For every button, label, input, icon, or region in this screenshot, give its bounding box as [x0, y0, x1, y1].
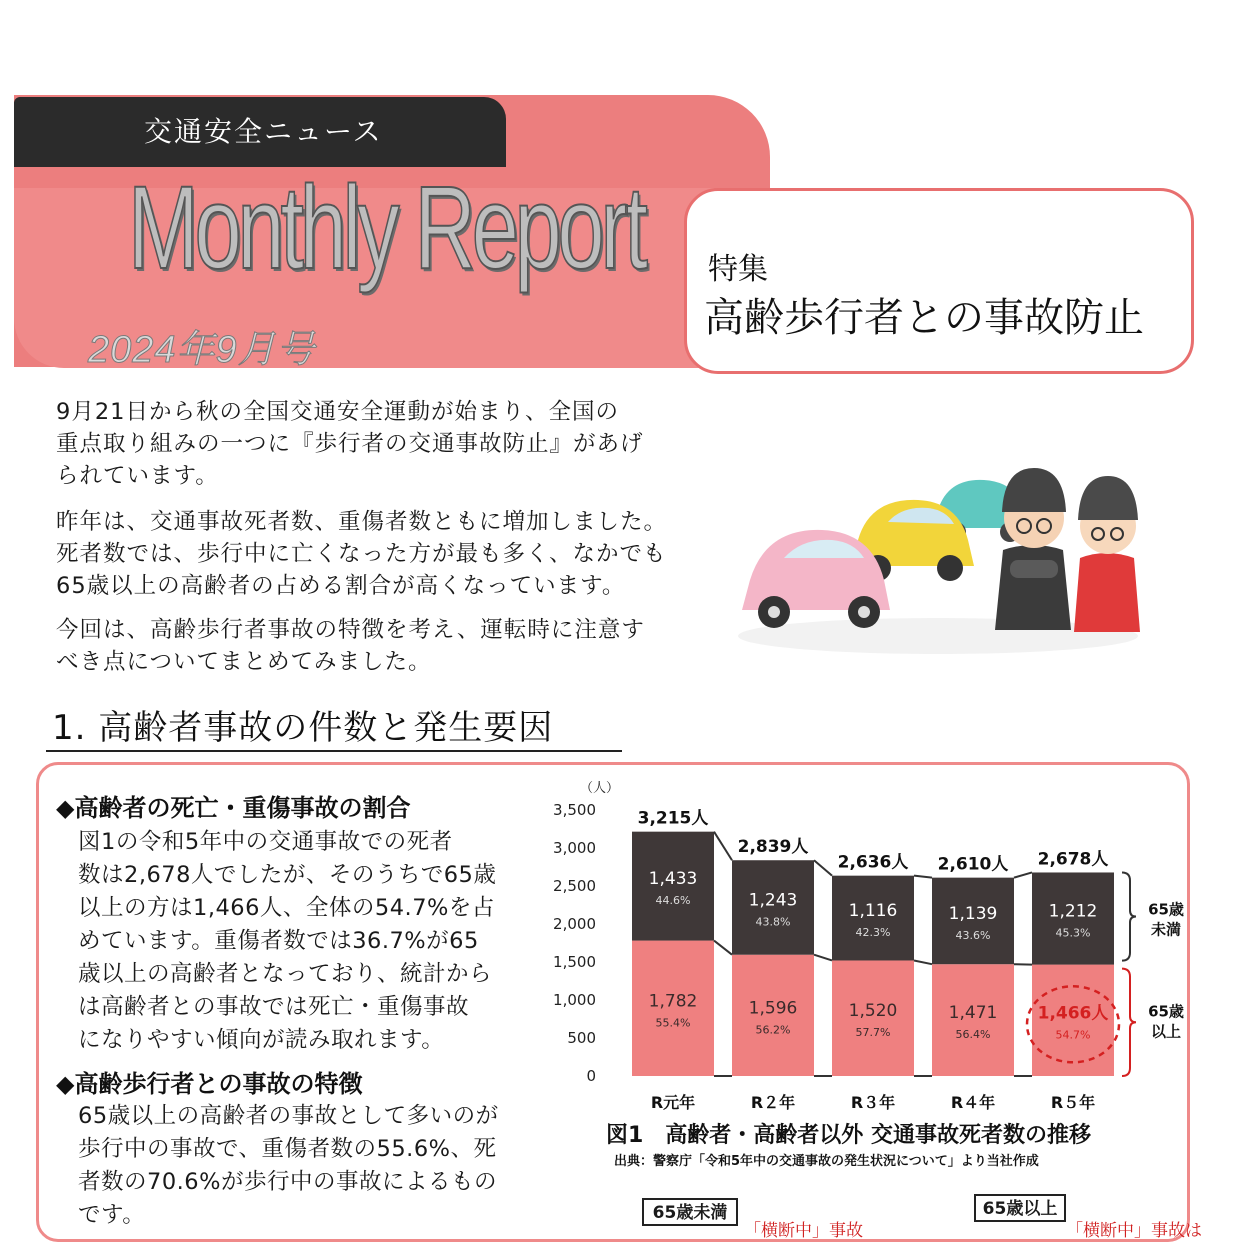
value-label-under65: 1,243 — [749, 890, 798, 910]
pct-label-under65: 43.6% — [956, 929, 991, 942]
crossing-accident-fragment-right: 「横断中」事故は — [1066, 1216, 1202, 1241]
value-label-under65: 1,116 — [849, 901, 898, 921]
trend-line-total — [814, 860, 832, 875]
value-label-over65: 1,471 — [949, 1003, 998, 1023]
figure-source: 出典：警察庁「令和5年中の交通事故の発生状況について」より当社作成 — [614, 1150, 1039, 1169]
brace-label-line2: 以上 — [1151, 1022, 1181, 1040]
y-tick-label: 1,000 — [553, 991, 596, 1009]
pct-label-over65: 54.7% — [1056, 1028, 1091, 1041]
x-category-label: R３年 — [851, 1093, 895, 1112]
value-label-under65: 1,139 — [949, 904, 998, 924]
pct-label-under65: 43.8% — [756, 915, 791, 928]
brace-over65 — [1122, 969, 1136, 1076]
y-tick-label: 500 — [567, 1029, 596, 1047]
brace-label: 65歳 — [1148, 1002, 1184, 1020]
ratio-text: 図1の令和5年中の交通事故での死者 数は2,678人でしたが、そのうちで65歳 以上の方は1,466人、全体の54.7%を占 めています。重傷者数では36.7%が65 歳以上の高齢者となっており、統計から は高齢者との事故では死亡・重傷事故 になりやすい傾向が読み取れます。 — [78, 826, 528, 1057]
brace-label-line2: 未満 — [1151, 921, 1181, 939]
pct-label-over65: 55.4% — [656, 1016, 691, 1029]
pct-label-over65: 56.2% — [756, 1023, 791, 1036]
value-label-over65: 1,520 — [849, 1001, 898, 1021]
pct-label-under65: 44.6% — [656, 894, 691, 907]
value-label-over65: 1,466人 — [1038, 1003, 1109, 1023]
total-label: 2,839人 — [738, 837, 809, 857]
pedestrian-text: 65歳以上の高齢者の事故として多いのが 歩行中の事故で、重傷者数の55.6%、死 者数の70.6%が歩行中の事故によるもの です。 — [78, 1100, 528, 1232]
feature-title: 高齢歩行者との事故防止 — [704, 286, 1144, 343]
y-tick-label: 2,500 — [553, 877, 596, 895]
y-axis-unit: （人） — [580, 781, 619, 796]
series-name: 交通安全ニュース — [14, 97, 506, 167]
pct-label-under65: 42.3% — [856, 926, 891, 939]
value-label-under65: 1,212 — [1049, 902, 1098, 922]
value-label-over65: 1,782 — [649, 991, 698, 1011]
section-title-underline — [46, 750, 622, 752]
value-label-under65: 1,433 — [649, 869, 698, 889]
feature-label: 特集 — [708, 244, 768, 288]
figure-caption: 図1 高齢者・高齢者以外 交通事故死者数の推移 — [606, 1118, 1091, 1149]
x-category-label: R元年 — [651, 1093, 695, 1112]
y-tick-label: 2,000 — [553, 915, 596, 933]
total-label: 3,215人 — [638, 809, 709, 829]
over65-box-label: 65歳以上 — [974, 1194, 1066, 1222]
trend-line-total — [1014, 872, 1032, 877]
total-label: 2,678人 — [1038, 849, 1109, 869]
intro-paragraph-1: 9月21日から秋の全国交通安全運動が始まり、全国の 重点取り組みの一つに『歩行者の交通事故防止』があげ られています。 — [56, 396, 696, 492]
total-label: 2,636人 — [838, 853, 909, 873]
pct-label-over65: 57.7% — [856, 1026, 891, 1039]
brace-under65 — [1122, 872, 1136, 960]
report-title: Monthly Report — [128, 160, 644, 296]
x-category-label: R５年 — [1051, 1093, 1095, 1112]
intro-paragraph-2: 昨年は、交通事故死者数、重傷者数ともに増加しました。 死者数では、歩行中に亡くなった方が最も多く、なかでも 65歳以上の高齢者の占める割合が高くなっています。 — [56, 506, 696, 602]
trend-line-total — [914, 876, 932, 878]
y-tick-label: 1,500 — [553, 953, 596, 971]
trend-line-total — [714, 832, 732, 861]
y-tick-label: 0 — [586, 1067, 596, 1085]
fatalities-chart — [540, 780, 1200, 1160]
subheading-pedestrian: ◆高齢歩行者との事故の特徴 — [56, 1064, 362, 1099]
subheading-ratio: ◆高齢者の死亡・重傷事故の割合 — [56, 788, 410, 823]
y-tick-label: 3,000 — [553, 839, 596, 857]
value-label-over65: 1,596 — [749, 998, 798, 1018]
pct-label-over65: 56.4% — [956, 1028, 991, 1041]
x-category-label: R２年 — [751, 1093, 795, 1112]
under65-box-label: 65歳未満 — [642, 1198, 738, 1226]
trend-line-over65 — [714, 941, 732, 955]
trend-line-over65 — [814, 955, 832, 961]
toy-cars-elderly-couple-photo — [728, 440, 1148, 660]
y-tick-label: 3,500 — [553, 801, 596, 819]
brace-label: 65歳 — [1148, 901, 1184, 919]
intro-paragraph-3: 今回は、高齢歩行者事故の特徴を考え、運転時に注意す べき点についてまとめてみました。 — [56, 614, 696, 678]
pct-label-under65: 45.3% — [1056, 927, 1091, 940]
total-label: 2,610人 — [938, 855, 1009, 875]
trend-line-over65 — [914, 960, 932, 964]
crossing-accident-fragment-left: 「横断中」事故 — [744, 1216, 863, 1241]
x-category-label: R４年 — [951, 1093, 995, 1112]
grandmother-figure-icon — [1074, 476, 1140, 632]
grandfather-figure-icon — [995, 468, 1071, 630]
section-title: 1. 高齢者事故の件数と発生要因 — [52, 700, 553, 749]
issue-date: 2024年9月号 — [88, 318, 316, 373]
